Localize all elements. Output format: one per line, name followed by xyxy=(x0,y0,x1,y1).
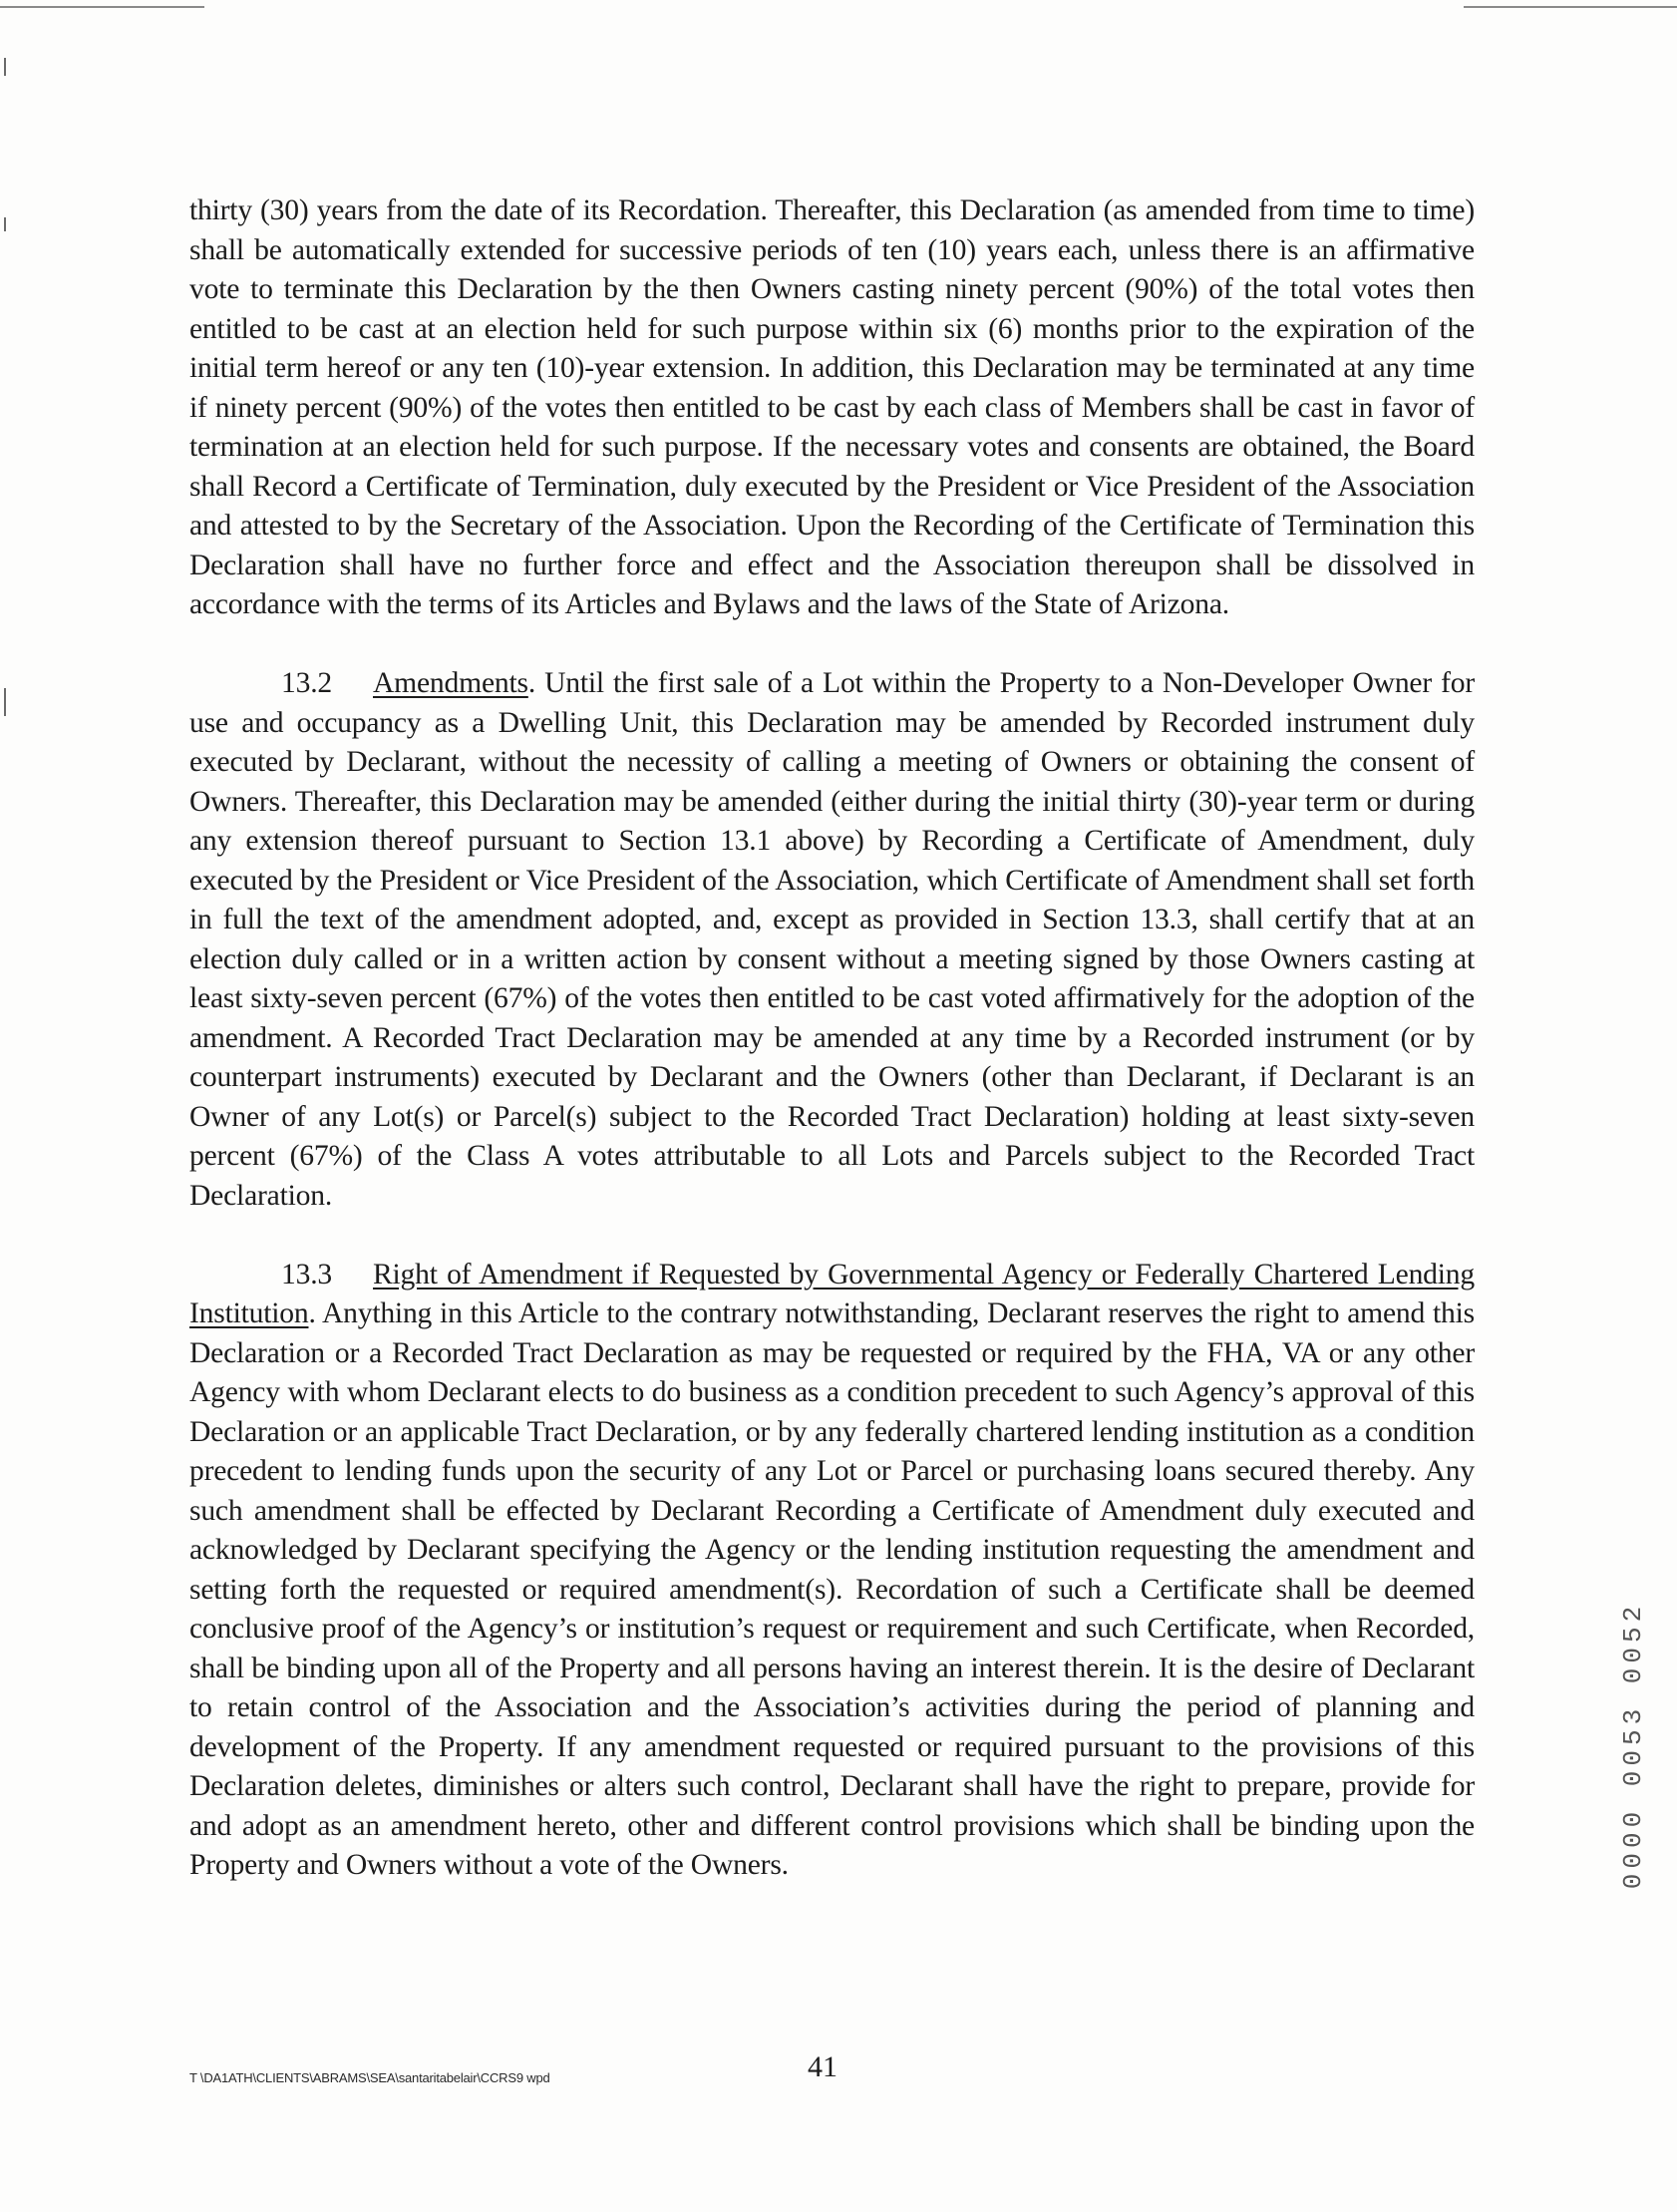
paragraph-continuation xyxy=(189,191,1475,625)
recording-stamp-text: 0000 0053 0052 xyxy=(1618,1601,1648,1890)
paragraph-text: thirty (30) years from the date of its Recordation. Thereafter, this Declaration (as amended from time to time) shall be automatically extended for successive periods of ten (10) years each, unless there is an affirmative vote to terminate this Declaration by the then Owners casting ninety percent (90%) of the total votes then entitled to be cast at an election held for such purpose within six (6) months prior to the expiration of the initial term hereof or any ten (10)-year extension. In addition, this Declaration may be terminated at any time if ninety percent (90%) of the votes then entitled to be cast by each class of Members shall be cast in favor of termination at an election held for such purpose. If the necessary votes and consents are obtained, the Board shall Record a Certificate of Termination, duly executed by the President or Vice President of the Association and attested to by the Secretary of the Association. Upon the Recording of the Certificate of Termination this Declaration shall have no further force and effect and the Association thereupon shall be dissolved in accordance with the terms of its Articles and Bylaws and the laws of the State of Arizona. xyxy=(189,194,1475,620)
section-number: 13.2 xyxy=(281,667,332,699)
section-text: . Anything in this Article to the contrary notwithstanding, Declarant reserves the right to amend this Declaration or a Recorded Tract Declaration as may be requested or required by the FHA, VA or any other Agency with whom Declarant elects to do business as a condition precedent to such Agency’s approval of this Declaration or an applicable Tract Declaration, or by any federally chartered lending institution as a condition precedent to lending funds upon the security of any Lot or Parcel or purchasing loans secured thereby. Any such amendment shall be effected by Declarant Recording a Certificate of Amendment duly executed and acknowledged by Declarant specifying the Agency or the lending institution requesting the amendment and setting forth the requested or required amendment(s). Recordation of such a Certificate shall be deemed conclusive proof of the Agency’s or institution’s request or requirement and such Certificate, when Recorded, shall be binding upon all of the Property and all persons having an interest therein. It is the desire of Declarant to retain control of the Association and the Association’s activities during the period of planning and development of the Property. If any amendment requested or required pursuant to the provisions of this Declaration deletes, diminishes or alters such control, Declarant shall have the right to prepare, provide for and adopt as an amendment hereto, other and different control provisions which shall be binding upon the Property and Owners without a vote of the Owners. xyxy=(189,1297,1475,1881)
recording-stamp xyxy=(1613,1586,1653,1905)
footer-file-path: T \DA1ATH\CLIENTS\ABRAMS\SEA\santaritabelair\CCRS9 wpd xyxy=(189,2070,550,2085)
scan-artifact-top-right xyxy=(1464,6,1677,8)
section-13-3 xyxy=(189,1256,1475,1886)
section-heading: Amendments xyxy=(373,667,528,699)
section-13-2 xyxy=(189,664,1475,1216)
page-number: 41 xyxy=(808,2050,838,2083)
scan-artifact-left-edge xyxy=(4,217,6,231)
section-text: . Until the first sale of a Lot within the Property to a Non-Developer Owner for use and occupancy as a Dwelling Unit, this Declaration may be amended by Recorded instrument duly executed by Declarant, without the necessity of calling a meeting of Owners or obtaining the consent of Owners. Thereafter, this Declaration may be amended (either during the initial thirty (30)-year term or during any extension thereof pursuant to Section 13.1 above) by Recording a Certificate of Amendment, duly executed by the President or Vice President of the Association, which Certificate of Amendment shall set forth in full the text of the amendment adopted, and, except as provided in Section 13.3, shall certify that at an election duly called or in a written action by consent without a meeting signed by those Owners casting at least sixty-seven percent (67%) of the votes then entitled to be cast voted affirmatively for the adoption of the amendment. A Recorded Tract Declaration may be amended at any time by a Recorded instrument (or by counterpart instruments) executed by Declarant and the Owners (other than Declarant, if Declarant is an Owner of any Lot(s) or Parcel(s) subject to the Recorded Tract Declaration) holding at least sixty-seven percent (67%) of the Class A votes attributable to all Lots and Parcels subject to the Recorded Tract Declaration. xyxy=(189,667,1475,1212)
scan-artifact-left-edge xyxy=(4,58,6,76)
section-number: 13.3 xyxy=(281,1258,332,1290)
scan-artifact-left-edge xyxy=(4,688,6,716)
scan-artifact-top-left xyxy=(0,6,204,8)
section-heading: Right of Amendment if Requested by Governmental Agency or Federally Chartered Lending Institution xyxy=(189,1258,1475,1329)
document-body xyxy=(189,191,1475,1886)
